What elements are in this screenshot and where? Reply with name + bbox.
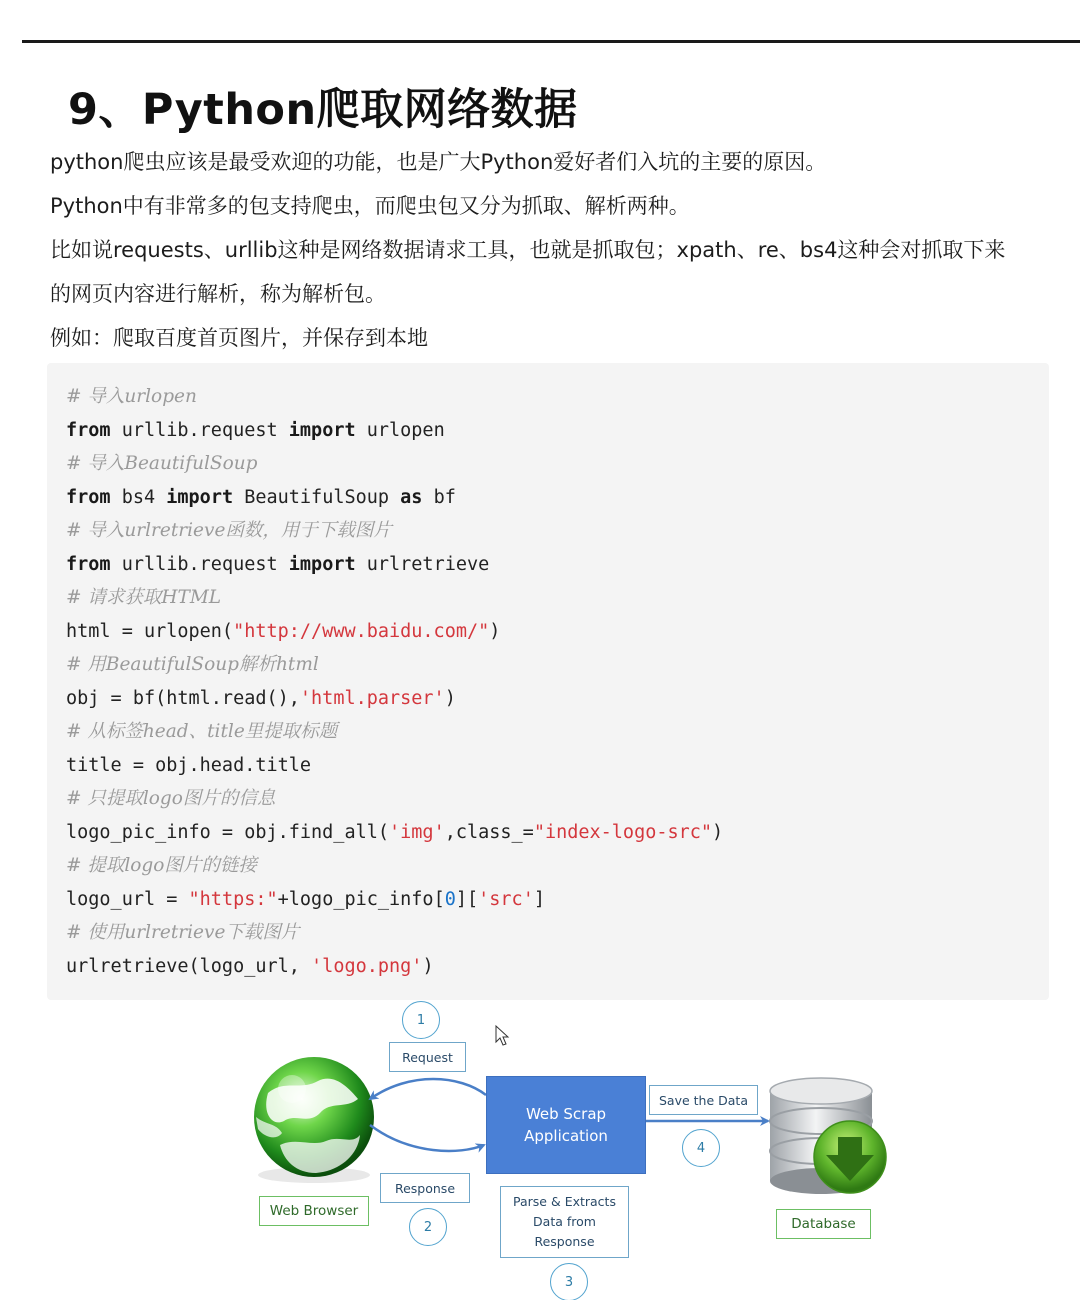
database-icon	[770, 1078, 886, 1194]
code-comment: # 只提取logo图片的信息	[66, 788, 276, 809]
code-line	[66, 550, 489, 580]
code-comment-line	[66, 516, 392, 546]
code-line	[66, 416, 445, 446]
code-text: urlretrieve	[355, 553, 490, 575]
top-divider	[22, 40, 1080, 43]
request-label: Request	[389, 1042, 466, 1072]
step-1-circle: 1	[402, 1001, 440, 1039]
code-text: )	[712, 821, 724, 843]
code-comment: # 提取logo图片的链接	[66, 855, 257, 876]
code-line	[66, 617, 500, 647]
paragraph-4: 的网页内容进行解析，称为解析包。	[50, 282, 386, 306]
code-text: urllib.request	[110, 553, 289, 575]
code-string: "https:"	[188, 888, 278, 910]
code-comment: # 导入BeautifulSoup	[66, 453, 258, 474]
code-line	[66, 751, 311, 781]
code-keyword: import	[288, 553, 356, 575]
paragraph-example: 例如：爬取百度首页图片，并保存到本地	[50, 326, 428, 350]
paragraph-2: Python中有非常多的包支持爬虫，而爬虫包又分为抓取、解析两种。	[50, 194, 690, 218]
code-line	[66, 885, 545, 915]
code-line	[66, 952, 434, 982]
code-comment-line	[66, 583, 221, 613]
cursor-icon	[496, 1026, 508, 1045]
code-comment: # 导入urlretrieve函数，用于下载图片	[66, 520, 392, 541]
code-string: 'html.parser'	[299, 687, 445, 709]
code-text: title = obj.head.title	[66, 754, 312, 776]
step-3-circle: 3	[550, 1263, 588, 1300]
code-comment: # 使用urlretrieve下载图片	[66, 922, 300, 943]
code-keyword: from	[66, 553, 111, 575]
code-text: )	[489, 620, 501, 642]
web-scraping-diagram	[0, 995, 1080, 1300]
parse-extract-label: Parse & Extracts Data from Response	[500, 1186, 629, 1258]
web-scrap-application-box: Web Scrap Application	[486, 1076, 646, 1174]
step-2-circle: 2	[409, 1208, 447, 1246]
code-keyword: import	[166, 486, 234, 508]
code-text: bs4	[110, 486, 167, 508]
code-line	[66, 818, 723, 848]
code-string: 'src'	[478, 888, 534, 910]
code-string: 'img'	[389, 821, 445, 843]
response-arrow	[370, 1125, 484, 1151]
code-string: "index-logo-src"	[533, 821, 713, 843]
code-keyword: from	[66, 419, 111, 441]
code-keyword: from	[66, 486, 111, 508]
code-keyword: as	[400, 486, 423, 508]
web-browser-label: Web Browser	[259, 1196, 369, 1226]
code-text: bf	[422, 486, 456, 508]
code-comment-line	[66, 851, 257, 881]
code-line	[66, 483, 456, 513]
code-comment-line	[66, 382, 197, 412]
code-text: )	[444, 687, 456, 709]
save-data-label: Save the Data	[649, 1085, 758, 1115]
code-text: ]	[533, 888, 545, 910]
section-title: 9、Python爬取网络数据	[68, 85, 578, 135]
code-text: logo_url =	[66, 888, 189, 910]
code-text: )	[422, 955, 434, 977]
code-number: 0	[444, 888, 456, 910]
paragraph-3: 比如说requests、urllib这种是网络数据请求工具，也就是抓取包；xpath、re、bs4这种会对抓取下来	[50, 238, 1006, 262]
code-text: +logo_pic_info[	[277, 888, 445, 910]
code-string: "http://www.baidu.com/"	[233, 620, 490, 642]
code-text: ,class_=	[444, 821, 534, 843]
response-label: Response	[380, 1173, 470, 1203]
step-4-circle: 4	[682, 1129, 720, 1167]
code-comment: # 请求获取HTML	[66, 587, 222, 608]
code-comment-line	[66, 784, 275, 814]
code-text: urllib.request	[110, 419, 289, 441]
code-keyword: import	[288, 419, 356, 441]
code-comment-line	[66, 918, 299, 948]
code-text: ][	[455, 888, 479, 910]
code-comment: # 用BeautifulSoup解析html	[66, 654, 319, 675]
paragraph-1: python爬虫应该是最受欢迎的功能，也是广大Python爱好者们入坑的主要的原因。	[50, 150, 827, 174]
request-arrow	[370, 1079, 486, 1099]
code-text: BeautifulSoup	[233, 486, 401, 508]
code-text: urlopen	[355, 419, 445, 441]
code-text: logo_pic_info = obj.find_all(	[66, 821, 390, 843]
code-block	[47, 363, 1049, 1000]
code-line	[66, 684, 456, 714]
code-comment: # 从标签head、title里提取标题	[66, 721, 338, 742]
code-comment: # 导入urlopen	[66, 386, 197, 407]
code-comment-line	[66, 449, 257, 479]
globe-icon	[254, 1057, 374, 1183]
code-text: html = urlopen(	[66, 620, 234, 642]
code-text: obj = bf(html.read(),	[66, 687, 300, 709]
code-comment-line	[66, 650, 319, 680]
code-string: 'logo.png'	[311, 955, 423, 977]
database-label: Database	[776, 1209, 871, 1239]
code-text: urlretrieve(logo_url,	[66, 955, 312, 977]
code-comment-line	[66, 717, 337, 747]
